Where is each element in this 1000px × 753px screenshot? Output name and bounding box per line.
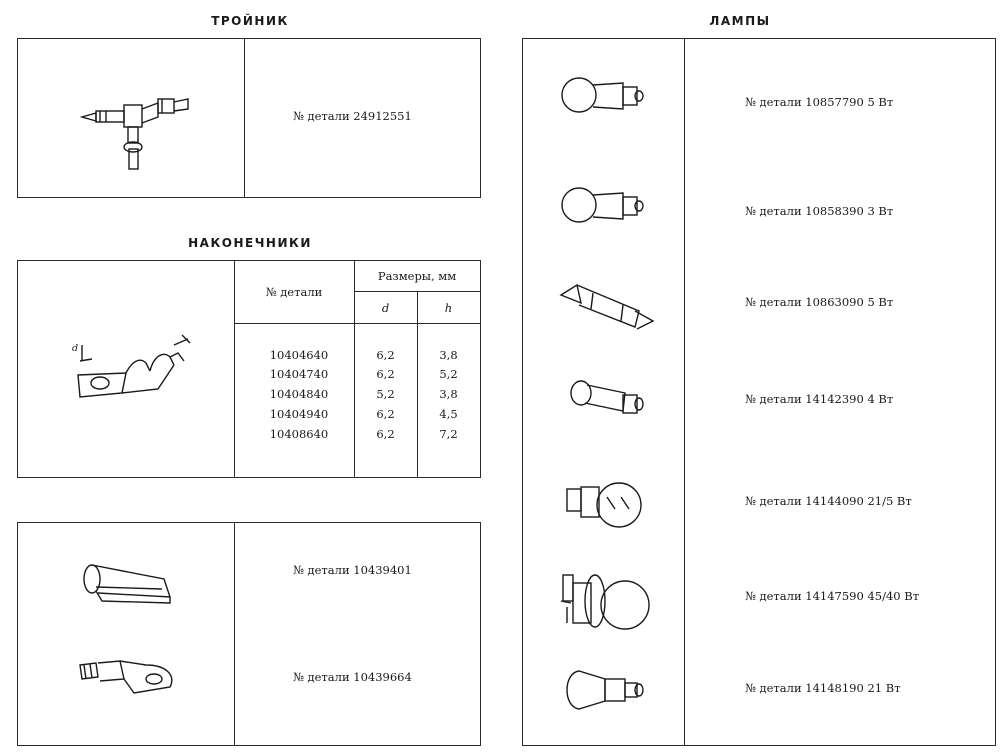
lamps-divider (684, 39, 685, 745)
tee-part-number: № детали 24912551 (293, 109, 412, 123)
connectors-divider (234, 523, 235, 745)
lamps-box (522, 38, 996, 746)
lamp-part-7: № детали 14148190 21 Вт (745, 681, 901, 695)
col-header-d: d (381, 301, 390, 315)
ring-terminal-icon (76, 653, 196, 703)
lamps-title: ЛАМПЫ (709, 14, 771, 28)
tee-icon (76, 69, 196, 179)
tee-box (17, 38, 481, 198)
lamp-part-1: № детали 10857790 5 Вт (745, 95, 894, 109)
signal-bulb-icon (559, 661, 649, 721)
tips-box: d № детали Размеры, мм d h 10404640 6,2 3,8 10404740 6,2 5,2 10404840 5,2 3,8 10404940 6,2 4,5 10408640 6,2 7,2 (17, 260, 481, 478)
bayonet-bulb-icon (559, 177, 649, 237)
headlight-bulb-icon (559, 565, 659, 641)
brake-bulb-icon (563, 475, 653, 535)
col-header-h: h (444, 301, 453, 315)
col-header-part: № детали (265, 285, 323, 299)
festoon-bulb-icon (557, 275, 657, 335)
connector-part-1: № детали 10439401 (293, 563, 412, 577)
bayonet-bulb-icon (559, 67, 649, 127)
tips-title: НАКОНЕЧНИКИ (188, 236, 312, 250)
lamp-part-4: № детали 14142390 4 Вт (745, 392, 894, 406)
lamp-part-3: № детали 10863090 5 Вт (745, 295, 894, 309)
small-bulb-icon (565, 371, 655, 431)
lamp-part-2: № детали 10858390 3 Вт (745, 204, 894, 218)
connector-part-2: № детали 10439664 (293, 670, 412, 684)
col-header-dims: Размеры, мм (377, 269, 457, 283)
tee-divider (244, 39, 245, 197)
tee-title: ТРОЙНИК (211, 14, 289, 28)
cable-tip-icon (66, 331, 196, 411)
sleeve-connector-icon (74, 557, 184, 617)
tip-dimension-label: d (72, 343, 79, 354)
connectors-box (17, 522, 481, 746)
lamp-part-6: № детали 14147590 45/40 Вт (745, 589, 920, 603)
lamp-part-5: № детали 14144090 21/5 Вт (745, 494, 912, 508)
